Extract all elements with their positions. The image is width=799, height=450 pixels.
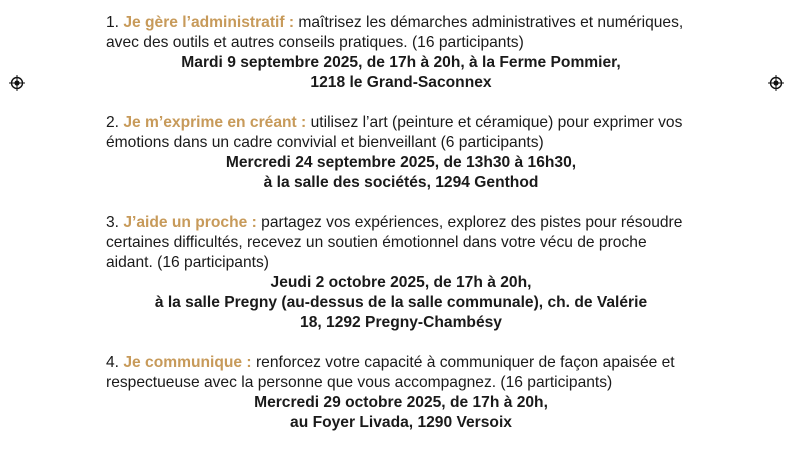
workshop-location-line: à la salle des sociétés, 1294 Genthod [263,174,539,191]
workshop-description [106,353,696,393]
workshop-title: Je communique : [123,354,252,371]
registration-mark-icon [9,75,25,91]
workshop-title: Je m’exprime en créant : [123,114,307,131]
workshop-location-line: à la salle Pregny (au-dessus de la salle communale), ch. de Valérie [154,294,648,311]
workshop-list [106,13,696,450]
workshop-item-2 [106,113,696,193]
workshop-item-3 [106,213,696,333]
workshop-title: Je gère l’administratif : [123,14,295,31]
workshop-description [106,13,696,53]
registration-mark-icon [768,75,784,91]
workshop-number: 1. [106,14,120,31]
workshop-date-line: Mercredi 24 septembre 2025, de 13h30 à 16h30, [225,154,577,171]
workshop-number: 2. [106,114,120,131]
workshop-date-line: Jeudi 2 octobre 2025, de 17h à 20h, [270,274,532,291]
workshop-item-4 [106,353,696,433]
workshop-text: utilisez l’art (peinture et céramique) pour exprimer vos émotions dans un cadre convivial et bienveillant (6 participants) [106,114,683,151]
workshop-location-line: au Foyer Livada, 1290 Versoix [290,414,512,431]
workshop-number: 4. [106,354,120,371]
workshop-description [106,113,696,153]
workshop-number: 3. [106,214,120,231]
workshop-title: J’aide un proche : [123,214,257,231]
workshop-date-line: Mercredi 29 octobre 2025, de 17h à 20h, [254,394,548,411]
workshop-text: maîtrisez les démarches administratives et numériques, avec des outils et autres conseils pratiques. (16 participants) [106,14,684,51]
workshop-item-1 [106,13,696,93]
workshop-location-line-2: 18, 1292 Pregny-Chambésy [300,314,502,331]
workshop-text: partagez vos expériences, explorez des pistes pour résoudre certaines difficultés, recevez un soutien émotionnel dans votre vécu de proche aidant. (16 participants) [106,214,683,271]
workshop-text: renforcez votre capacité à communiquer de façon apaisée et respectueuse avec la personne que vous accompagnez. (16 participants) [106,354,675,391]
workshop-description [106,213,696,273]
workshop-location-line: 1218 le Grand-Saconnex [310,74,492,91]
workshop-date-line: Mardi 9 septembre 2025, de 17h à 20h, à la Ferme Pommier, [181,54,621,71]
